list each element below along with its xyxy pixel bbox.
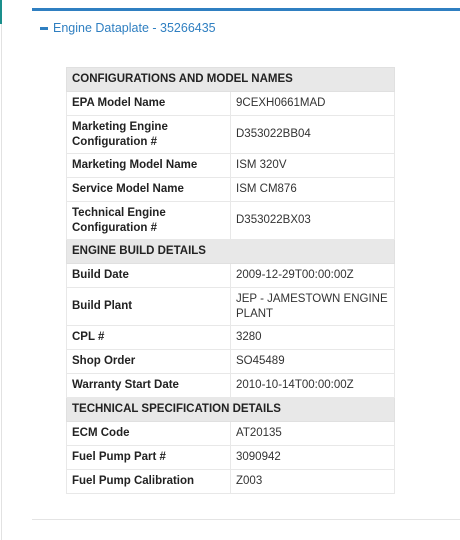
section-heading: CONFIGURATIONS AND MODEL NAMES — [67, 68, 395, 92]
table-row — [67, 374, 395, 398]
section-heading: TECHNICAL SPECIFICATION DETAILS — [67, 398, 395, 422]
row-label: Marketing Engine Configuration # — [67, 116, 231, 154]
row-value: 2010-10-14T00:00:00Z — [231, 374, 395, 398]
table-row — [67, 154, 395, 178]
section-header-row — [67, 240, 395, 264]
left-accent-bar — [0, 0, 2, 24]
row-label: Build Date — [67, 264, 231, 288]
dataplate-table — [66, 67, 395, 494]
row-label: ECM Code — [67, 422, 231, 446]
row-value: ISM 320V — [231, 154, 395, 178]
row-label: Fuel Pump Calibration — [67, 470, 231, 494]
section-header-row — [67, 68, 395, 92]
table-row — [67, 264, 395, 288]
table-row — [67, 116, 395, 154]
panel-title[interactable]: Engine Dataplate - 35266435 — [53, 21, 216, 35]
row-value: SO45489 — [231, 350, 395, 374]
row-value: 3090942 — [231, 446, 395, 470]
row-value: 9CEXH0661MAD — [231, 92, 395, 116]
row-label: Shop Order — [67, 350, 231, 374]
panel-header-toggle[interactable] — [40, 19, 216, 37]
row-value: 3280 — [231, 326, 395, 350]
table-row — [67, 350, 395, 374]
row-label: EPA Model Name — [67, 92, 231, 116]
row-value: D353022BB04 — [231, 116, 395, 154]
table-row — [67, 288, 395, 326]
row-label: Technical Engine Configuration # — [67, 202, 231, 240]
section-header-row — [67, 398, 395, 422]
row-label: Build Plant — [67, 288, 231, 326]
section-heading: ENGINE BUILD DETAILS — [67, 240, 395, 264]
table-row — [67, 202, 395, 240]
row-value: JEP - JAMESTOWN ENGINE PLANT — [231, 288, 395, 326]
row-value: 2009-12-29T00:00:00Z — [231, 264, 395, 288]
row-label: Warranty Start Date — [67, 374, 231, 398]
row-label: Marketing Model Name — [67, 154, 231, 178]
row-label: CPL # — [67, 326, 231, 350]
row-value: AT20135 — [231, 422, 395, 446]
table-row — [67, 178, 395, 202]
row-value: ISM CM876 — [231, 178, 395, 202]
left-divider — [1, 24, 2, 540]
table-row — [67, 326, 395, 350]
row-value: D353022BX03 — [231, 202, 395, 240]
table-row — [67, 446, 395, 470]
table-row — [67, 470, 395, 494]
engine-dataplate-panel — [32, 8, 460, 520]
table-row — [67, 92, 395, 116]
row-label: Service Model Name — [67, 178, 231, 202]
row-value: Z003 — [231, 470, 395, 494]
minus-icon[interactable] — [40, 27, 48, 30]
table-row — [67, 422, 395, 446]
row-label: Fuel Pump Part # — [67, 446, 231, 470]
